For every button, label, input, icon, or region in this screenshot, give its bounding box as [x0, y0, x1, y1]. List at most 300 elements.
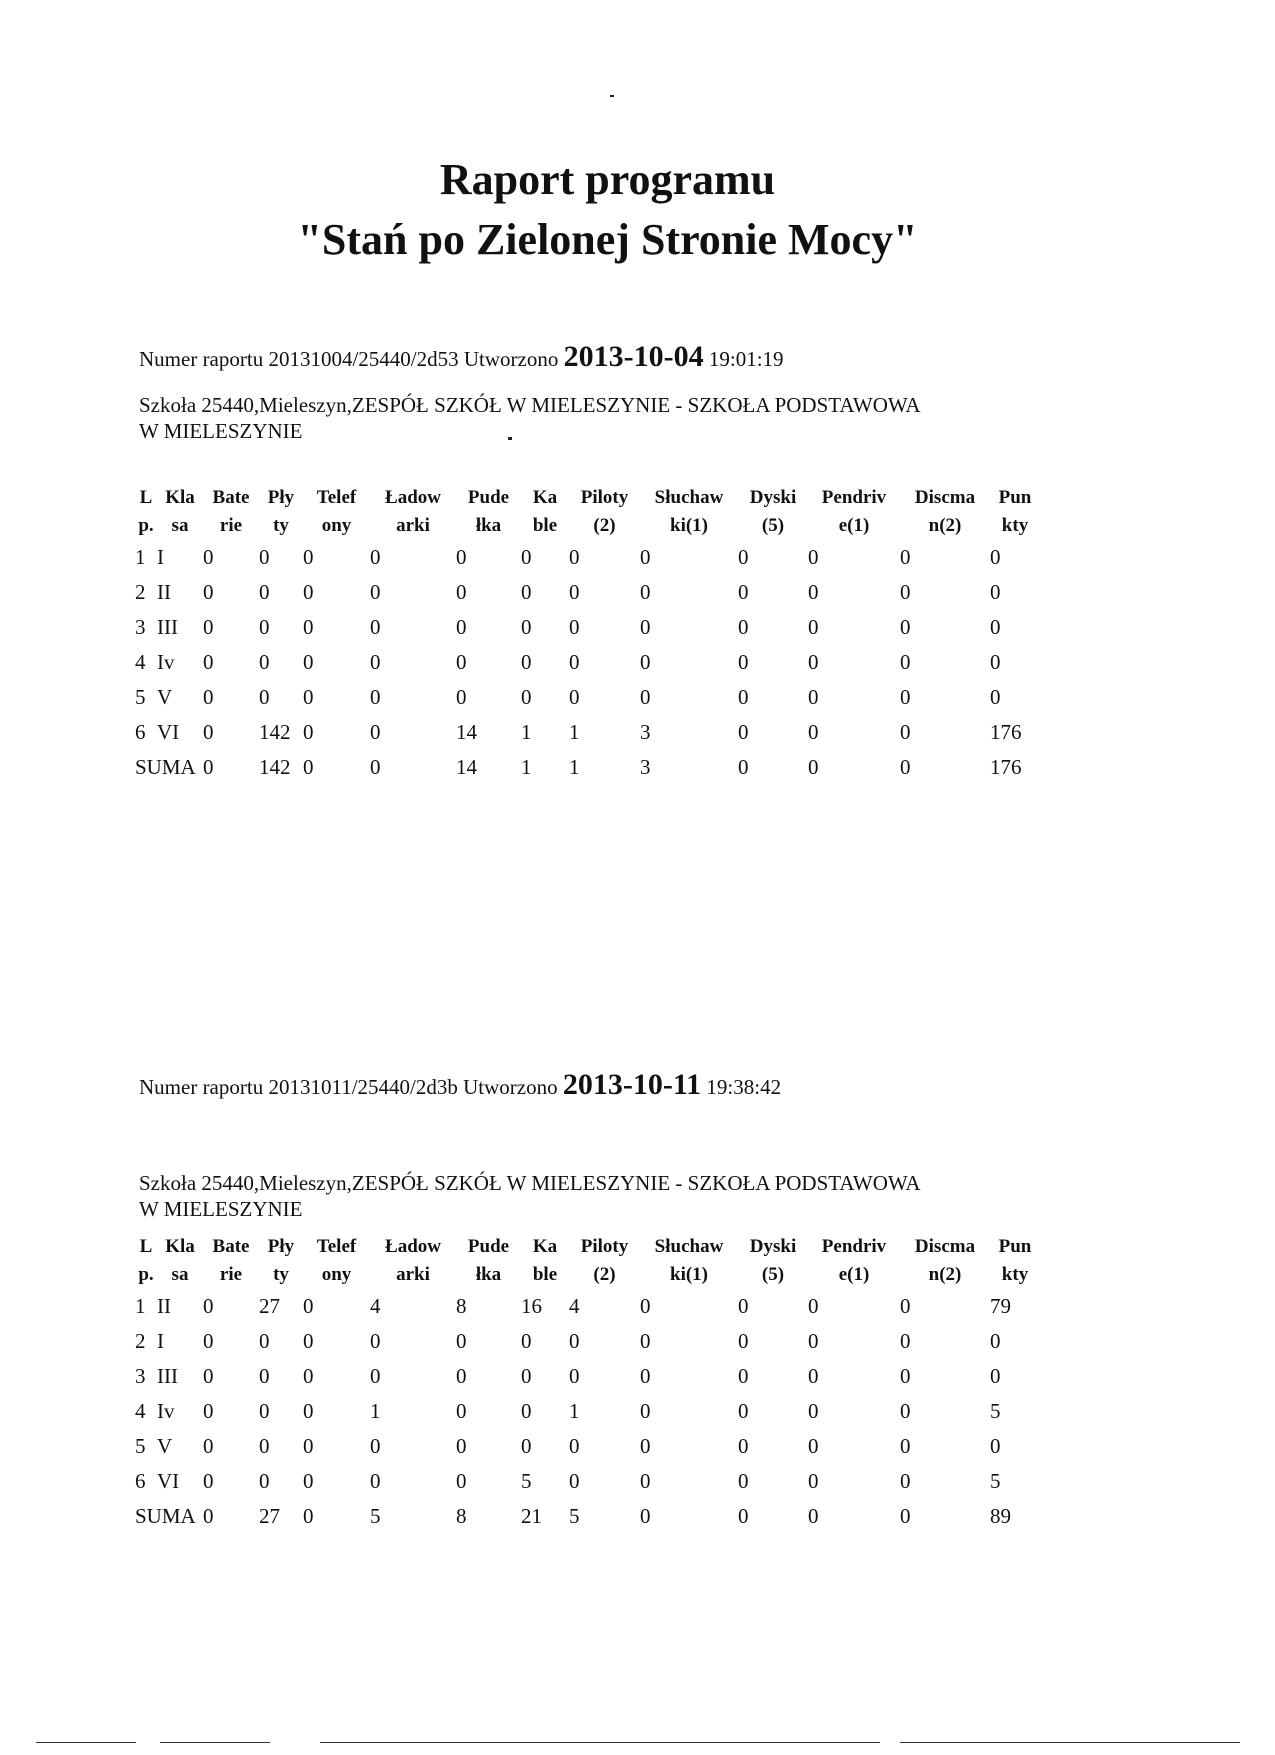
table-cell: VI: [157, 1469, 180, 1493]
column-header-line-2: ty: [273, 515, 289, 536]
table-cell: 0: [569, 1434, 580, 1458]
table-cell: 4: [370, 1294, 381, 1318]
sum-cell: 0: [640, 1504, 651, 1528]
table-cell: 0: [738, 685, 749, 709]
table-cell: 0: [303, 720, 314, 744]
table-cell: 0: [370, 615, 381, 639]
table-cell: 142: [259, 720, 291, 744]
column-header-line-2: (2): [593, 1264, 616, 1285]
column-header-line-1: Discma: [914, 487, 976, 508]
table-row: [135, 645, 1040, 680]
column-header-line-1: Dyski: [749, 487, 797, 508]
table-cell: 0: [640, 650, 651, 674]
scan-mark: [610, 95, 614, 97]
table-cell: 0: [640, 1329, 651, 1353]
sum-cell: 1: [521, 755, 532, 779]
table-cell: 6: [135, 1469, 146, 1493]
table-cell: 0: [808, 1434, 819, 1458]
sum-cell: 176: [990, 755, 1022, 779]
table-cell: 5: [990, 1469, 1001, 1493]
column-header: [456, 484, 521, 540]
column-header-line-2: e(1): [838, 1264, 870, 1285]
table-cell: 0: [521, 615, 532, 639]
sum-label: SUMA: [135, 1504, 196, 1528]
table-cell: 0: [808, 615, 819, 639]
column-header-line-1: Pude: [467, 487, 510, 508]
table-cell: 0: [990, 545, 1001, 569]
table-cell: 0: [640, 545, 651, 569]
column-header-line-1: Piloty: [580, 487, 629, 508]
table-cell: 0: [456, 1364, 467, 1388]
table-cell: I: [157, 1329, 164, 1353]
table-cell: 0: [203, 1399, 214, 1423]
table-cell: 0: [640, 1364, 651, 1388]
column-header-line-2: (2): [593, 515, 616, 536]
table-cell: 0: [738, 615, 749, 639]
table-cell: 0: [259, 1469, 270, 1493]
table-cell: 0: [808, 1399, 819, 1423]
table-cell: 0: [900, 1364, 911, 1388]
column-header: [640, 1233, 738, 1289]
table-cell: 0: [259, 650, 270, 674]
column-header-line-1: Telef: [316, 1236, 357, 1257]
column-header: [990, 484, 1040, 540]
table-cell: 0: [738, 1434, 749, 1458]
table-cell: 0: [259, 545, 270, 569]
column-header-line-1: Telef: [316, 487, 357, 508]
column-header-line-1: Pun: [998, 487, 1032, 508]
table-cell: 0: [738, 1329, 749, 1353]
table-cell: 0: [738, 1364, 749, 1388]
table-row: [135, 610, 1040, 645]
sum-cell: 0: [808, 755, 819, 779]
table-cell: 0: [900, 1294, 911, 1318]
header-row: [135, 484, 1040, 540]
table-cell: 0: [521, 1329, 532, 1353]
table-row: [135, 1429, 1040, 1464]
column-header-line-1: Pun: [998, 1236, 1032, 1257]
table-cell: V: [157, 685, 173, 709]
table-cell: 4: [135, 650, 146, 674]
table-cell: 0: [521, 1434, 532, 1458]
sum-cell: 0: [370, 755, 381, 779]
table-row: [135, 1324, 1040, 1359]
school-info: [139, 392, 1099, 444]
column-header-line-2: ble: [532, 515, 558, 536]
table-cell: 0: [203, 615, 214, 639]
table-cell: 0: [808, 1469, 819, 1493]
column-header-line-1: Słuchaw: [654, 1236, 724, 1257]
table-cell: 0: [259, 615, 270, 639]
table-row: [135, 1289, 1040, 1324]
table-cell: 0: [900, 545, 911, 569]
column-header: [135, 484, 157, 540]
table-row: [135, 715, 1040, 750]
table-cell: II: [157, 580, 171, 604]
table-cell: 5: [990, 1399, 1001, 1423]
table-cell: 0: [521, 545, 532, 569]
table-cell: 2: [135, 1329, 146, 1353]
column-header: [157, 1233, 203, 1289]
sum-cell: 0: [900, 1504, 911, 1528]
table-cell: III: [157, 615, 178, 639]
table-cell: 0: [456, 615, 467, 639]
table-cell: 0: [370, 685, 381, 709]
table-cell: 0: [521, 1364, 532, 1388]
table-cell: 0: [370, 545, 381, 569]
column-header-line-2: ony: [321, 1264, 352, 1285]
column-header-line-1: Piloty: [580, 1236, 629, 1257]
table-cell: 0: [738, 1399, 749, 1423]
column-header: [738, 484, 808, 540]
school-line-1: Szkoła 25440,Mieleszyn,ZESPÓŁ SZKÓŁ W MIELESZYNIE - SZKOŁA PODSTAWOWA: [139, 1171, 921, 1195]
table-cell: 0: [259, 1329, 270, 1353]
table-cell: 79: [990, 1294, 1011, 1318]
column-header-line-2: (5): [761, 515, 785, 536]
table-cell: 0: [808, 685, 819, 709]
table-cell: 0: [640, 1294, 651, 1318]
table-cell: 0: [456, 580, 467, 604]
sum-cell: 0: [203, 1504, 214, 1528]
table-cell: 0: [900, 1329, 911, 1353]
table-cell: 0: [640, 580, 651, 604]
table-cell: 6: [135, 720, 146, 744]
table-cell: 0: [259, 1399, 270, 1423]
table-cell: 0: [203, 1364, 214, 1388]
table-cell: 0: [640, 1469, 651, 1493]
column-header: [456, 1233, 521, 1289]
column-header: [569, 484, 640, 540]
table-cell: 0: [370, 580, 381, 604]
column-header-line-1: Dyski: [749, 1236, 797, 1257]
column-header: [370, 1233, 456, 1289]
table-cell: 1: [569, 1399, 580, 1423]
column-header-line-2: łka: [475, 515, 502, 536]
table-cell: 0: [370, 1434, 381, 1458]
column-header-line-2: ty: [273, 1264, 289, 1285]
table-cell: 0: [456, 1434, 467, 1458]
sum-cell: 142: [259, 755, 291, 779]
column-header-line-1: Pły: [267, 487, 295, 508]
column-header-line-1: Ładow: [385, 1236, 441, 1257]
scan-mark: [508, 437, 512, 440]
table-cell: 0: [569, 1469, 580, 1493]
table-cell: 0: [303, 580, 314, 604]
table-cell: 0: [521, 580, 532, 604]
sum-cell: 27: [259, 1504, 280, 1528]
column-header: [259, 1233, 303, 1289]
table-cell: 5: [135, 1434, 146, 1458]
table-cell: I: [157, 545, 164, 569]
table-cell: 0: [521, 650, 532, 674]
table-cell: 0: [303, 1469, 314, 1493]
report-date: 2013-10-11: [562, 1068, 702, 1101]
table-cell: 3: [640, 720, 651, 744]
table-cell: 0: [738, 580, 749, 604]
column-header: [203, 1233, 259, 1289]
table-cell: 0: [640, 685, 651, 709]
table-cell: 2: [135, 580, 146, 604]
table-cell: 0: [456, 1469, 467, 1493]
column-header-line-2: n(2): [928, 515, 962, 536]
table-cell: 0: [990, 1364, 1001, 1388]
column-header-line-2: ony: [321, 515, 352, 536]
table-cell: 0: [569, 650, 580, 674]
table-cell: 0: [203, 1294, 214, 1318]
sum-cell: 89: [990, 1504, 1011, 1528]
table-cell: 0: [203, 720, 214, 744]
table-cell: 0: [303, 545, 314, 569]
sum-cell: 1: [569, 755, 580, 779]
table-cell: 0: [808, 1364, 819, 1388]
sum-cell: 5: [370, 1504, 381, 1528]
column-header-line-1: Pude: [467, 1236, 510, 1257]
table-cell: 0: [259, 685, 270, 709]
table-cell: 0: [569, 615, 580, 639]
report-number: 20131011/25440/2d3b: [268, 1075, 458, 1099]
report-meta: [139, 340, 784, 374]
report-table: [135, 484, 1040, 785]
table-row: [135, 1359, 1040, 1394]
table-cell: Iv: [157, 650, 175, 674]
column-header-line-2: rie: [219, 515, 243, 536]
table-cell: 0: [259, 1364, 270, 1388]
table-cell: 0: [303, 615, 314, 639]
table-cell: 0: [569, 1364, 580, 1388]
table-cell: VI: [157, 720, 180, 744]
table-cell: 1: [135, 1294, 146, 1318]
table-cell: 0: [303, 1399, 314, 1423]
table-cell: 0: [259, 1434, 270, 1458]
table-cell: 1: [370, 1399, 381, 1423]
table-cell: 0: [203, 1434, 214, 1458]
sum-cell: 0: [203, 755, 214, 779]
table-cell: 0: [370, 720, 381, 744]
report-number: 20131004/25440/2d53: [268, 347, 459, 371]
column-header-line-1: Pendriv: [821, 1236, 887, 1257]
created-label: Utworzono: [463, 347, 559, 371]
sum-cell: 0: [303, 1504, 314, 1528]
table-cell: 0: [640, 615, 651, 639]
column-header: [808, 1233, 900, 1289]
report-number-label: Numer raportu: [139, 347, 264, 371]
created-label: Utworzono: [463, 1075, 558, 1099]
table-cell: 0: [990, 1329, 1001, 1353]
report-title: Raport programu: [439, 155, 776, 204]
column-header-line-2: arki: [396, 515, 430, 536]
table-cell: II: [157, 1294, 171, 1318]
school-line-2: W MIELESZYNIE: [139, 1197, 303, 1221]
column-header-line-1: Discma: [914, 1236, 976, 1257]
table-cell: 0: [738, 720, 749, 744]
table-cell: 0: [900, 1434, 911, 1458]
report-time: 19:01:19: [708, 347, 784, 371]
table-cell: 0: [203, 685, 214, 709]
table-cell: 0: [521, 685, 532, 709]
table-cell: 0: [900, 720, 911, 744]
scan-edge-line: [36, 1742, 136, 1743]
table-cell: 4: [569, 1294, 580, 1318]
table-cell: 0: [370, 1469, 381, 1493]
scan-edge-line: [320, 1742, 880, 1743]
column-header-line-2: kty: [1001, 515, 1029, 536]
table-cell: 0: [990, 1434, 1001, 1458]
school-info: [139, 1170, 1099, 1222]
table-cell: 0: [808, 1294, 819, 1318]
table-cell: 0: [456, 650, 467, 674]
table-cell: 0: [203, 1469, 214, 1493]
table-cell: 0: [808, 650, 819, 674]
table-cell: 0: [370, 1364, 381, 1388]
column-header-line-2: (5): [761, 1264, 785, 1285]
column-header-line-2: e(1): [838, 515, 870, 536]
table-cell: 14: [456, 720, 477, 744]
table-cell: 0: [808, 580, 819, 604]
table-cell: 0: [456, 1329, 467, 1353]
table-cell: 0: [203, 650, 214, 674]
table-cell: 176: [990, 720, 1022, 744]
table-cell: 0: [259, 580, 270, 604]
table-cell: 1: [135, 545, 146, 569]
report-date: 2013-10-04: [563, 340, 704, 373]
sum-cell: 5: [569, 1504, 580, 1528]
sum-cell: 0: [738, 755, 749, 779]
column-header: [738, 1233, 808, 1289]
column-header-line-1: L: [139, 1236, 153, 1257]
column-header: [640, 484, 738, 540]
table-cell: 0: [203, 545, 214, 569]
column-header: [203, 484, 259, 540]
table-cell: 0: [303, 1329, 314, 1353]
column-header-line-1: Ka: [532, 1236, 558, 1257]
column-header: [900, 484, 990, 540]
table-row: [135, 680, 1040, 715]
table-cell: 0: [900, 1469, 911, 1493]
column-header-line-2: łka: [475, 1264, 502, 1285]
table-cell: 0: [456, 1399, 467, 1423]
table-cell: 0: [303, 685, 314, 709]
table-cell: V: [157, 1434, 173, 1458]
sum-cell: 0: [900, 755, 911, 779]
table-row: [135, 1464, 1040, 1499]
report-number-label: Numer raportu: [139, 1075, 264, 1099]
sum-cell: 21: [521, 1504, 542, 1528]
column-header-line-1: Ka: [532, 487, 558, 508]
column-header: [900, 1233, 990, 1289]
column-header-line-1: Bate: [212, 487, 250, 508]
column-header-line-1: Kla: [165, 487, 195, 508]
column-header: [157, 484, 203, 540]
column-header-line-1: Słuchaw: [654, 487, 724, 508]
table-cell: 0: [203, 1329, 214, 1353]
column-header: [370, 484, 456, 540]
column-header-line-2: p.: [138, 1264, 154, 1285]
table-cell: 0: [808, 1329, 819, 1353]
table-cell: 0: [990, 615, 1001, 639]
column-header-line-2: ble: [532, 1264, 558, 1285]
column-header-line-2: ki(1): [670, 515, 708, 536]
column-header-line-2: n(2): [928, 1264, 962, 1285]
table-cell: 0: [303, 1364, 314, 1388]
column-header-line-1: Kla: [165, 1236, 195, 1257]
column-header-line-2: p.: [138, 515, 154, 536]
table-cell: 0: [569, 1329, 580, 1353]
table-cell: 5: [521, 1469, 532, 1493]
table-cell: 0: [456, 545, 467, 569]
table-cell: 5: [135, 685, 146, 709]
report-table: [135, 1233, 1040, 1534]
header-row: [135, 1233, 1040, 1289]
column-header-line-1: Ładow: [385, 487, 441, 508]
column-header: [303, 1233, 370, 1289]
school-line-2: W MIELESZYNIE: [139, 419, 303, 443]
table-cell: 0: [900, 685, 911, 709]
table-cell: 0: [640, 1399, 651, 1423]
column-header: [303, 484, 370, 540]
column-header: [569, 1233, 640, 1289]
table-cell: 0: [303, 650, 314, 674]
sum-cell: 0: [808, 1504, 819, 1528]
table-cell: 0: [738, 1469, 749, 1493]
column-header-line-2: kty: [1001, 1264, 1029, 1285]
table-cell: 0: [738, 545, 749, 569]
table-row: [135, 1394, 1040, 1429]
column-header-line-2: ki(1): [670, 1264, 708, 1285]
table-row: [135, 540, 1040, 575]
table-cell: 0: [990, 580, 1001, 604]
column-header: [135, 1233, 157, 1289]
table-cell: 0: [990, 650, 1001, 674]
table-cell: 0: [808, 545, 819, 569]
table-cell: 0: [900, 1399, 911, 1423]
scan-edge-line: [160, 1742, 270, 1743]
column-header: [808, 484, 900, 540]
table-cell: 3: [135, 1364, 146, 1388]
table-cell: 3: [135, 615, 146, 639]
sum-row: [135, 750, 1040, 785]
table-cell: 0: [738, 1294, 749, 1318]
column-header-line-1: Bate: [212, 1236, 250, 1257]
sum-cell: 8: [456, 1504, 467, 1528]
column-header-line-2: sa: [171, 1264, 189, 1285]
column-header-line-1: Pły: [267, 1236, 295, 1257]
table-cell: 0: [808, 720, 819, 744]
table-cell: 0: [370, 650, 381, 674]
table-cell: 0: [456, 685, 467, 709]
school-line-1: Szkoła 25440,Mieleszyn,ZESPÓŁ SZKÓŁ W MIELESZYNIE - SZKOŁA PODSTAWOWA: [139, 393, 921, 417]
scan-edge-line: [900, 1742, 1240, 1743]
table-cell: 0: [569, 545, 580, 569]
table-cell: 0: [370, 1329, 381, 1353]
table-cell: 0: [900, 650, 911, 674]
table-cell: 1: [521, 720, 532, 744]
table-cell: 1: [569, 720, 580, 744]
column-header-line-1: Pendriv: [821, 487, 887, 508]
table-cell: 8: [456, 1294, 467, 1318]
sum-cell: 0: [303, 755, 314, 779]
table-cell: 0: [569, 685, 580, 709]
table-cell: 0: [738, 650, 749, 674]
column-header: [990, 1233, 1040, 1289]
table-cell: 0: [569, 580, 580, 604]
column-header-line-2: sa: [171, 515, 189, 536]
table-cell: 0: [303, 1434, 314, 1458]
sum-row: [135, 1499, 1040, 1534]
table-cell: 0: [521, 1399, 532, 1423]
sum-cell: 3: [640, 755, 651, 779]
table-cell: 0: [303, 1294, 314, 1318]
table-cell: 27: [259, 1294, 280, 1318]
